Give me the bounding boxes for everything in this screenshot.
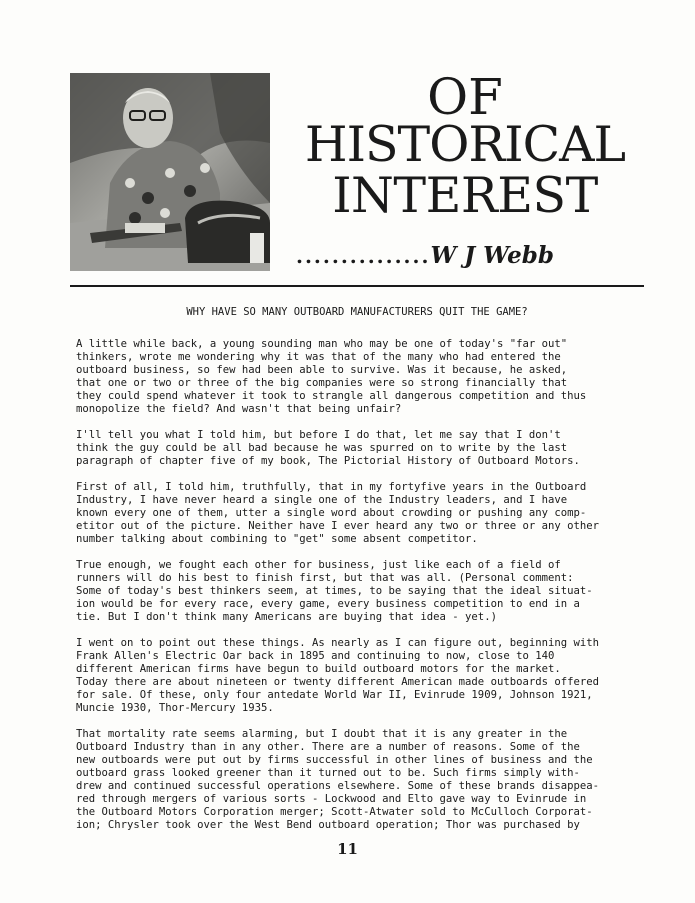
paragraph-line: monopolize the field? And wasn't that being unfair? [76, 403, 402, 415]
paragraph-line: Muncie 1930, Thor-Mercury 1935. [76, 702, 274, 714]
paragraph-line: outboard grass looked greener than it turned out to be. Such firms simply with- [76, 767, 580, 779]
paragraph-line: drew and continued successful operations elsewhere. Some of these brands disappea- [76, 780, 599, 792]
paragraph-line: red through mergers of various sorts - Lockwood and Elto gave way to Evinrude in [76, 793, 587, 805]
paragraph-line: Today there are about nineteen or twenty different American made outboards offered [76, 676, 599, 688]
paragraph-line: That mortality rate seems alarming, but I doubt that it is any greater in the [76, 728, 568, 740]
article-heading: WHY HAVE SO MANY OUTBOARD MANUFACTURERS QUIT THE GAME? [186, 306, 528, 318]
paragraph-line: Outboard Industry than in any other. There are a number of reasons. Some of the [76, 741, 580, 753]
author-photo [70, 73, 270, 271]
paragraph-line: Some of today's best thinkers seem, at times, to be saying that the ideal situat- [76, 585, 593, 597]
header-rule [70, 285, 644, 287]
article-paragraph [76, 429, 646, 468]
article-paragraph [76, 637, 646, 715]
paragraph-line: ion; Chrysler took over the West Bend outboard operation; Thor was purchased by [76, 819, 580, 831]
paragraph-line: the Outboard Motors Corporation merger; Scott-Atwater sold to McCulloch Corporat- [76, 806, 593, 818]
paragraph-line: Frank Allen's Electric Oar back in 1895 and continuing to now, close to 140 [76, 650, 555, 662]
paragraph-line: A little while back, a young sounding man who may be one of today's "far out" [76, 338, 568, 350]
paragraph-line: First of all, I told him, truthfully, that in my fortyfive years in the Outboard [76, 481, 587, 493]
paragraph-line: for sale. Of these, only four antedate World War II, Evinrude 1909, Johnson 1921, [76, 689, 593, 701]
paragraph-line: I went on to point out these things. As nearly as I can figure out, beginning with [76, 637, 599, 649]
article-paragraph [76, 481, 646, 546]
photo-illustration [70, 73, 270, 271]
title-line-interest: INTEREST [332, 167, 598, 224]
byline [296, 242, 636, 272]
paragraph-line: different American firms have begun to build outboard motors for the market. [76, 663, 561, 675]
paragraph-line: runners will do his best to finish first, but that was all. (Personal comment: [76, 572, 574, 584]
byline-dots: ............... [296, 244, 431, 268]
paragraph-line: thinkers, wrote me wondering why it was that of the many who had entered the [76, 351, 561, 363]
paragraph-line: Industry, I have never heard a single one of the Industry leaders, and I have [76, 494, 568, 506]
paragraph-line: outboard business, so few had been able to survive. Was it because, he asked, [76, 364, 568, 376]
paragraph-line: paragraph of chapter five of my book, The Pictorial History of Outboard Motors. [76, 455, 580, 467]
paragraph-line: I'll tell you what I told him, but before I do that, let me say that I don't [76, 429, 561, 441]
page-number: 11 [337, 840, 358, 858]
title-line-historical: HISTORICAL [304, 116, 626, 173]
paragraph-line: etitor out of the picture. Neither have I ever heard any two or three or any other [76, 520, 599, 532]
paragraph-line: tie. But I don't think many Americans are buying that idea - yet.) [76, 611, 497, 623]
paragraph-line: ion would be for every race, every game, every business competition to end in a [76, 598, 580, 610]
byline-author: W J Webb [430, 242, 554, 269]
paragraph-line: True enough, we fought each other for business, just like each of a field of [76, 559, 561, 571]
paragraph-line: known every one of them, utter a single word about crowding or pushing any comp- [76, 507, 587, 519]
article-paragraph [76, 559, 646, 624]
paragraph-line: new outboards were put out by firms successful in other lines of business and the [76, 754, 593, 766]
paragraph-line: that one or two or three of the big companies were so strong financially that [76, 377, 568, 389]
paragraph-line: they could spend whatever it took to strangle all dangerous competition and thus [76, 390, 587, 402]
article-body [76, 338, 646, 845]
title-line-of: OF [427, 68, 503, 126]
article-paragraph [76, 728, 646, 832]
paragraph-line: number talking about combining to "get" some absent competitor. [76, 533, 478, 545]
paragraph-line: think the guy could be all bad because he was spurred on to write by the last [76, 442, 568, 454]
article-paragraph [76, 338, 646, 416]
